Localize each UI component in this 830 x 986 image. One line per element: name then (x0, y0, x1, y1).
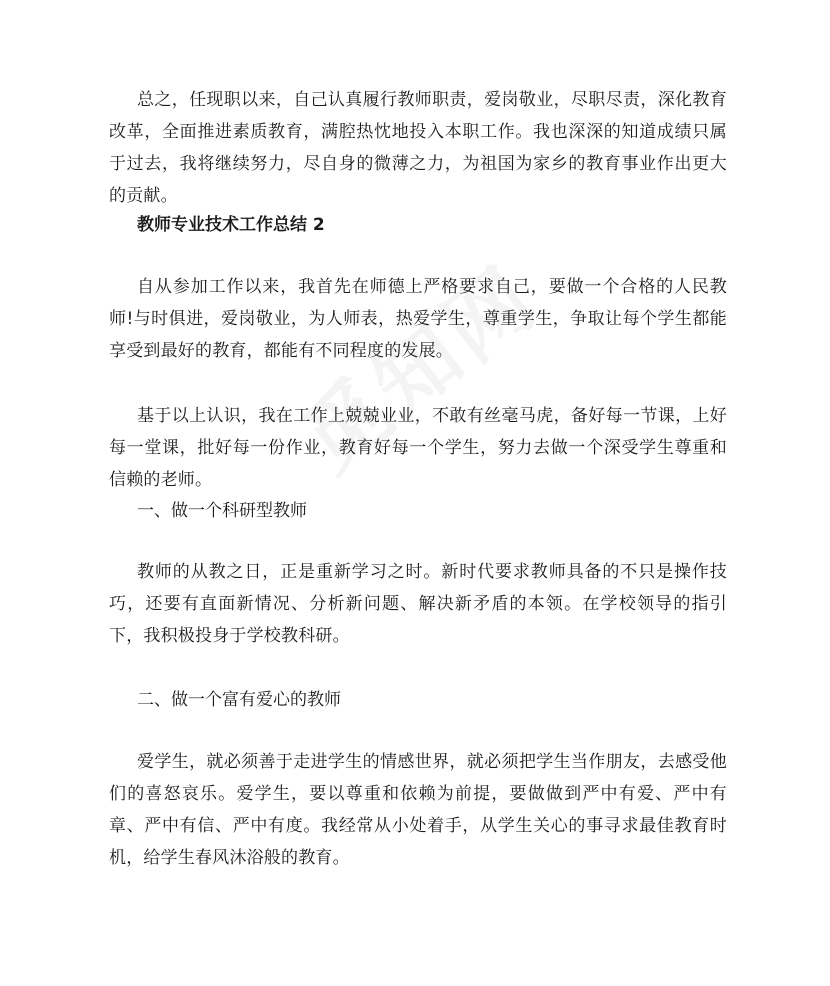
paragraph-understanding: 基于以上认识，我在工作上兢兢业业，不敢有丝毫马虎，备好每一节课，上好每一堂课，批好每一份作业，教育好每一个学生，努力去做一个深受学生尊重和信赖的老师。 (109, 406, 727, 490)
section-title: 教师专业技术工作总结 2 (137, 215, 325, 235)
subheading-research-teacher: 一、做一个科研型教师 (137, 501, 307, 521)
paragraph-research: 教师的从教之日，正是重新学习之时。新时代要求教师具备的不只是操作技巧，还要有直面新情况、分析新问题、解决新矛盾的本领。在学校领导的指引下，我积极投身于学校教科研。 (109, 562, 727, 646)
subheading-caring-teacher: 二、做一个富有爱心的教师 (137, 690, 341, 710)
paragraph-intro: 自从参加工作以来，我首先在师德上严格要求自己，要做一个合格的人民教师!与时俱进，爱岗敬业，为人师表，热爱学生，尊重学生，争取让每个学生都能享受到最好的教育，都能有不同程度的发展。 (109, 277, 727, 361)
paragraph-conclusion: 总之，任现职以来，自己认真履行教师职责，爱岗敬业，尽职尽责，深化教育改革，全面推进素质教育，满腔热忱地投入本职工作。我也深深的知道成绩只属于过去，我将继续努力，尽自身的微薄之力，为祖国为家乡的教育事业作出更大的贡献。 (109, 90, 727, 206)
paragraph-caring: 爱学生，就必须善于走进学生的情感世界，就必须把学生当作朋友，去感受他们的喜怒哀乐。爱学生，要以尊重和依赖为前提，要做做到严中有爱、严中有章、严中有信、严中有度。我经常从小处着手，从学生关心的事寻求最佳教育时机，给学生春风沐浴般的教育。 (109, 752, 727, 868)
